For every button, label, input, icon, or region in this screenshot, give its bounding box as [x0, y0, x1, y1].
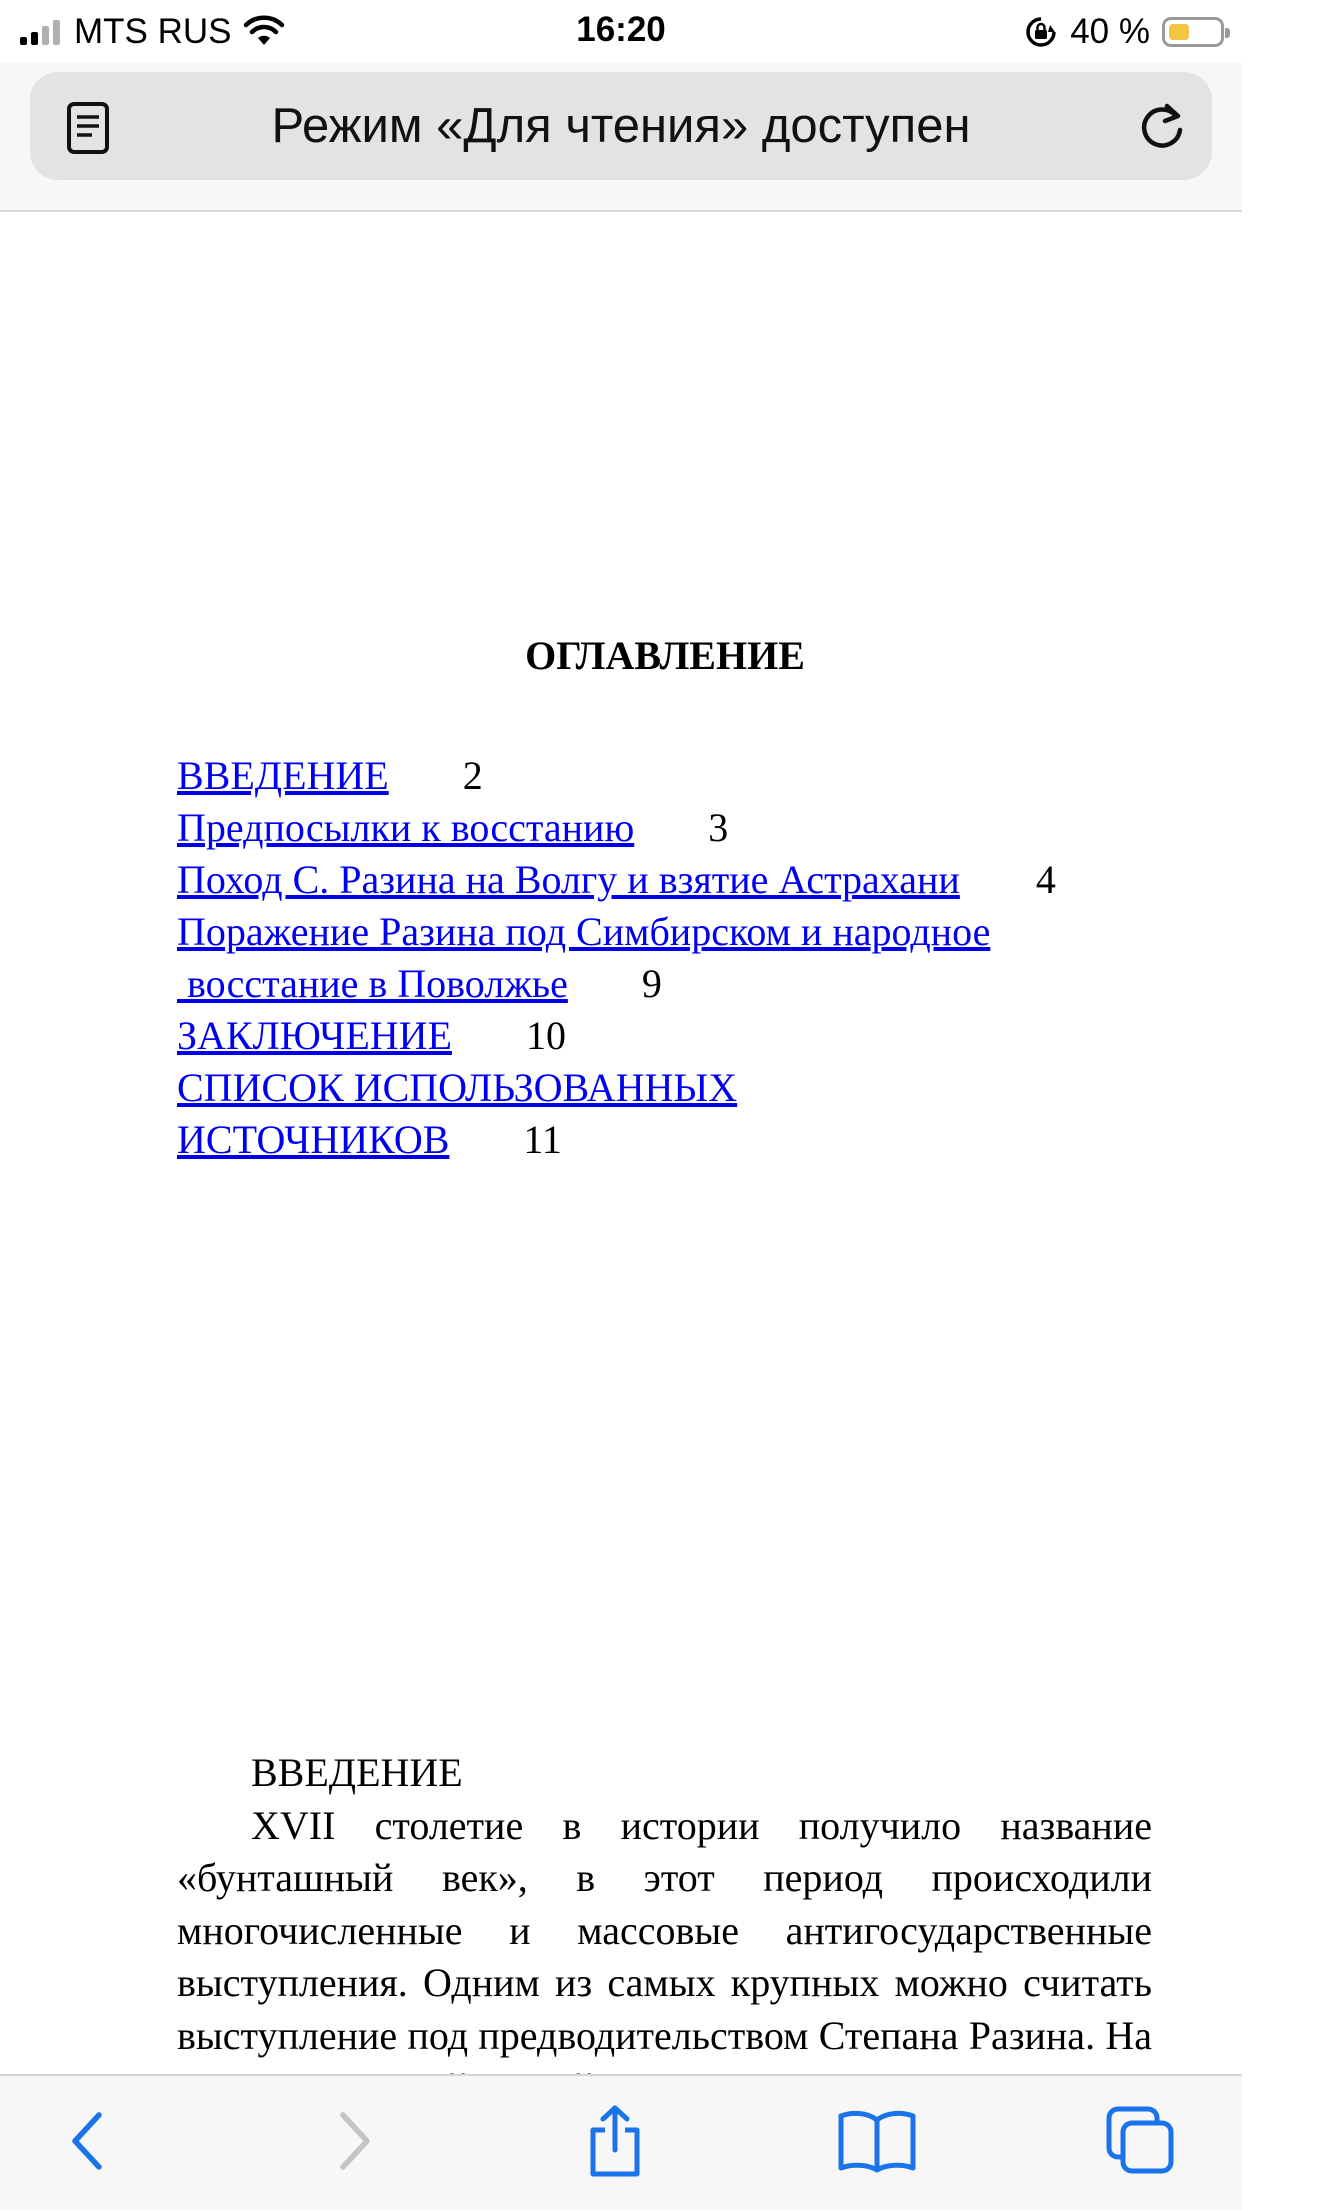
reader-available-text[interactable]: Режим «Для чтения» доступен	[271, 99, 971, 153]
status-right	[1024, 12, 1224, 52]
toc-page-number: 10	[525, 1013, 566, 1058]
browser-toolbar	[0, 2074, 1242, 2210]
back-button[interactable]	[42, 2096, 132, 2186]
intro-heading: ВВЕДЕНИЕ	[251, 1750, 463, 1795]
tabs-button[interactable]	[1096, 2096, 1186, 2186]
carrier-name: MTS RUS	[74, 12, 232, 51]
address-bar[interactable]	[30, 72, 1212, 180]
status-bar	[0, 0, 1242, 62]
toc-page-number: 11	[523, 1117, 562, 1162]
toc-link-defeat-line1[interactable]: Поражение Разина под Симбирском и народное	[177, 909, 991, 954]
toc-page-number: 9	[641, 961, 662, 1006]
reload-button[interactable]	[1132, 98, 1192, 158]
battery-percent: 40 %	[1070, 12, 1150, 51]
toc-page-number: 2	[462, 753, 483, 798]
reader-mode-icon	[66, 101, 110, 155]
toc-item	[177, 1010, 1177, 1062]
forward-icon	[333, 2109, 377, 2173]
table-of-contents	[177, 750, 1177, 1166]
share-icon	[583, 2104, 647, 2178]
share-button[interactable]	[570, 2096, 660, 2186]
toc-link-introduction[interactable]: ВВЕДЕНИЕ	[177, 753, 389, 798]
toc-item	[177, 1062, 1177, 1114]
toc-link-conclusion[interactable]: ЗАКЛЮЧЕНИЕ	[177, 1013, 452, 1058]
toc-page-number: 3	[708, 805, 729, 850]
toc-page-number: 4	[1035, 857, 1056, 902]
tabs-icon	[1105, 2105, 1177, 2177]
toc-link-sources-line1[interactable]: СПИСОК ИСПОЛЬЗОВАННЫХ	[177, 1065, 738, 1110]
toc-item	[177, 802, 1177, 854]
document-content[interactable]	[0, 212, 1242, 2074]
toc-link-sources-line2[interactable]: ИСТОЧНИКОВ	[177, 1117, 450, 1162]
toc-title: ОГЛАВЛЕНИЕ	[525, 633, 805, 678]
back-icon	[65, 2109, 109, 2173]
battery-icon	[1162, 17, 1224, 47]
toc-item	[177, 854, 1177, 906]
toc-item	[177, 1114, 1177, 1166]
toc-item	[177, 958, 1177, 1010]
forward-button[interactable]	[310, 2096, 400, 2186]
toc-link-campaign[interactable]: Поход С. Разина на Волгу и взятие Астрахани	[177, 857, 960, 902]
bookmarks-button[interactable]	[832, 2096, 922, 2186]
toc-item	[177, 906, 1177, 958]
reader-mode-button[interactable]	[60, 100, 116, 156]
status-time: 16:20	[576, 10, 666, 49]
battery-nub	[1225, 28, 1230, 38]
toc-link-defeat-line2[interactable]: восстание в Поволжье	[177, 961, 568, 1006]
bookmarks-icon	[837, 2108, 917, 2174]
intro-paragraph: XVII столетие в истории получило название «бунташный век», в этот период происходили многочисленные и массовые антигосударственные выступления. Одним из самых крупных можно считать выступление под предводительством Степана Разина. На	[177, 1802, 1152, 2058]
introduction-section	[177, 1747, 1152, 2115]
battery-fill	[1169, 24, 1189, 40]
browser-top-chrome	[0, 62, 1242, 212]
reload-icon	[1136, 102, 1188, 154]
orientation-lock-icon	[1024, 15, 1058, 49]
toc-item	[177, 750, 1177, 802]
toc-link-prerequisites[interactable]: Предпосылки к восстанию	[177, 805, 635, 850]
